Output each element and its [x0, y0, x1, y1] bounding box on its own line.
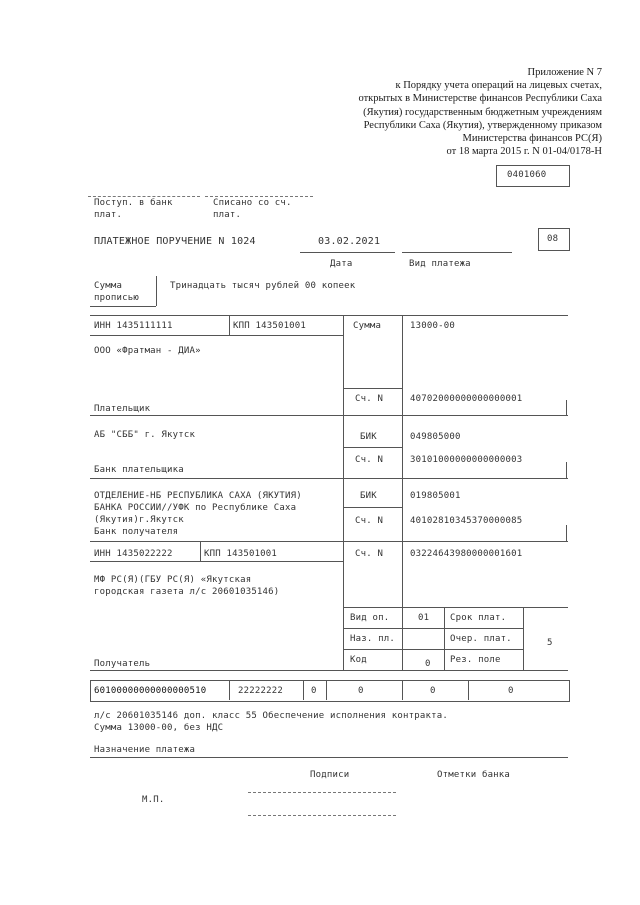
sum-label: Сумма: [353, 321, 382, 331]
payee-acc-label: Сч. N: [355, 549, 384, 559]
doc-number: 0: [430, 686, 436, 696]
order-label: Очер. плат.: [450, 634, 512, 644]
signature-line: [248, 815, 396, 816]
payment-type-label: Вид платежа: [409, 259, 471, 269]
payer-bank-bik: 049805000: [410, 432, 461, 442]
order-title: ПЛАТЕЖНОЕ ПОРУЧЕНИЕ N 1024: [94, 236, 256, 247]
payee-bank-line: ОТДЕЛЕНИЕ-НБ РЕСПУБЛИКА САХА (ЯКУТИЯ): [94, 491, 302, 501]
header-line: Республики Саха (Якутия), утвержденному приказом: [363, 119, 602, 131]
order-value: 5: [547, 638, 553, 648]
pay-term-label: Срок плат.: [450, 613, 507, 623]
debited-label-2: плат.: [213, 210, 242, 220]
header-line: открытых в Министерстве финансов Республики Саха: [358, 93, 602, 105]
basis-code: 0: [311, 686, 317, 696]
payee-bank-line: БАНКА РОССИИ//УФК по Республике Саха: [94, 503, 297, 513]
payer-bank-bik-label: БИК: [360, 432, 377, 442]
payer-bank-acc-label: Сч. N: [355, 455, 384, 465]
code-value: 0: [425, 659, 431, 669]
payer-bank-account: 30101000000000000003: [410, 455, 523, 465]
order-date: 03.02.2021: [318, 236, 381, 247]
payee-kpp: КПП 143501001: [204, 549, 278, 559]
amount-words-label-2: прописью: [94, 293, 139, 303]
header-line: к Порядку учета операций на лицевых счетах,: [395, 80, 602, 92]
payer-bank-name: АБ "СББ" г. Якутск: [94, 430, 196, 440]
purpose-label: Назначение платежа: [94, 745, 196, 755]
signature-line: [248, 792, 396, 793]
debited-label-1: Списано со сч.: [213, 198, 292, 208]
header-line: Министерства финансов РС(Я): [462, 133, 602, 145]
amount-words: Тринадцать тысяч рублей 00 копеек: [170, 281, 356, 291]
header-line: от 18 марта 2015 г. N 01-04/0178-Н: [446, 146, 602, 158]
payee-name-line: МФ РС(Я)(ГБУ РС(Я) «Якутская: [94, 575, 252, 585]
payee-account: 03224643980000001601: [410, 549, 523, 559]
date-label: Дата: [330, 259, 353, 269]
op-type-value: 01: [418, 613, 430, 623]
amount-words-label-1: Сумма: [94, 281, 123, 291]
purpose-line: Сумма 13000-00, без НДС: [94, 723, 224, 733]
payee-label: Получатель: [94, 659, 151, 669]
payee-bank-label: Банк получателя: [94, 527, 179, 537]
payee-bank-line: (Якутия)г.Якутск: [94, 515, 184, 525]
received-label-1: Поступ. в банк: [94, 198, 173, 208]
sum-value: 13000-00: [410, 321, 455, 331]
purpose-line: л/с 20601035146 доп. класс 55 Обеспечение исполнения контракта.: [94, 711, 448, 721]
op-type-label: Вид оп.: [350, 613, 390, 623]
payer-name: ООО «Фратман - ДИА»: [94, 346, 201, 356]
header-line: (Якутия) государственным бюджетным учреждениям: [363, 106, 602, 118]
bank-marks-label: Отметки банка: [437, 770, 511, 780]
payee-bank-bik-label: БИК: [360, 491, 377, 501]
stamp-label: М.П.: [142, 795, 165, 805]
form-header: [242, 66, 602, 158]
payee-bank-acc-label: Сч. N: [355, 516, 384, 526]
code-label: Код: [350, 655, 367, 665]
reserve-label: Рез. поле: [450, 655, 501, 665]
oktmo-code: 22222222: [238, 686, 283, 696]
payer-label: Плательщик: [94, 404, 151, 414]
signatures-label: Подписи: [310, 770, 350, 780]
payer-kpp: КПП 143501001: [233, 321, 307, 331]
doc-date: 0: [508, 686, 514, 696]
header-line: Приложение N 7: [527, 67, 602, 78]
payee-bank-bik: 019805001: [410, 491, 461, 501]
payer-bank-label: Банк плательщика: [94, 465, 184, 475]
payee-name-line: городская газета л/с 20601035146): [94, 587, 280, 597]
kbk-code: 60100000000000000510: [94, 686, 207, 696]
payee-bank-account: 40102810345370000085: [410, 516, 523, 526]
purpose-code-label: Наз. пл.: [350, 634, 395, 644]
payer-inn: ИНН 1435111111: [94, 321, 173, 331]
payer-acc-label: Сч. N: [355, 394, 384, 404]
status-code: 08: [547, 234, 559, 244]
payer-account: 40702000000000000001: [410, 394, 523, 404]
period-code: 0: [358, 686, 364, 696]
form-code: 0401060: [507, 170, 547, 180]
payee-inn: ИНН 1435022222: [94, 549, 173, 559]
received-label-2: плат.: [94, 210, 123, 220]
